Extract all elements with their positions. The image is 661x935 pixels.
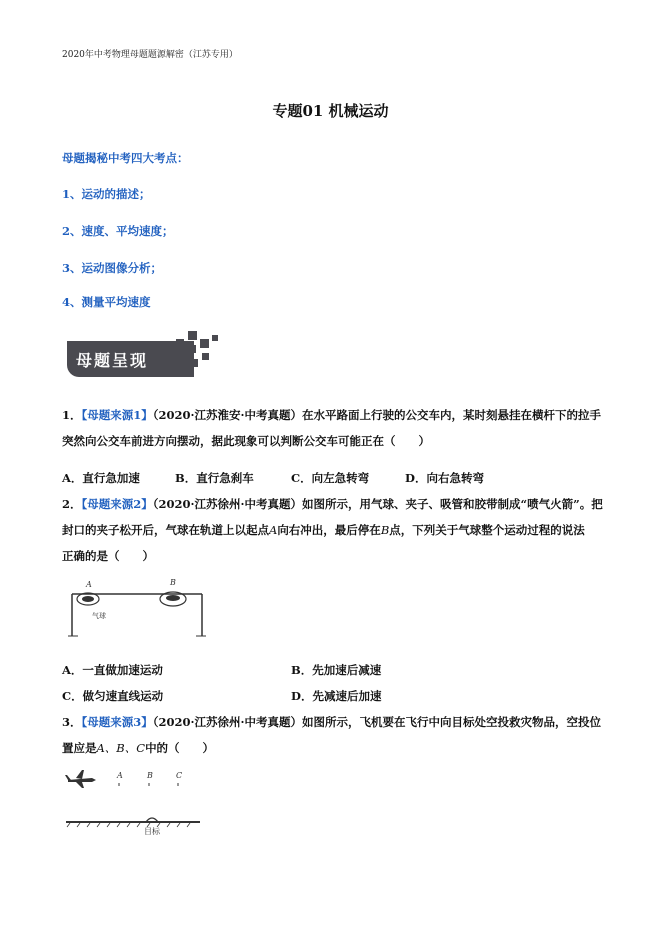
q2-option-b: B．先加速后减速 [291, 663, 382, 677]
q2-text-3: 正确的是（ ） [62, 549, 154, 563]
q3-vars: A、B、C [96, 741, 146, 755]
fig-label-b: B [170, 578, 176, 587]
banner-decoration-icon [174, 331, 222, 377]
fig-label-a: A [117, 771, 123, 780]
outline-point-3: 3、运动图像分析； [62, 261, 163, 275]
q1-number: 1． [62, 408, 82, 422]
q3-number: 3． [62, 715, 82, 729]
q1-option-c: C．向左急转弯 [291, 471, 370, 485]
q2-option-a: A．一直做加速运动 [62, 663, 163, 677]
balloon-rocket-figure [66, 574, 211, 640]
page-header: 2020年中考物理母题题源解密（江苏专用） [62, 50, 238, 60]
q2-text-2c: 点，下列关于气球整个运动过程的说法 [389, 523, 585, 537]
fig-label-target: 目标 [144, 827, 160, 836]
q3-line-1 [62, 714, 601, 730]
q1-option-a: A．直行急加速 [62, 471, 140, 485]
outline-point-4: 4、测量平均速度 [62, 295, 151, 309]
q2-text-2a: 封口的夹子松开后，气球在轨道上以起点 [62, 523, 269, 537]
q2-var-a: A [269, 523, 278, 537]
q3-line-2 [62, 740, 214, 756]
airplane-drop-figure [62, 766, 212, 838]
fig-label-b: B [147, 771, 153, 780]
q2-text-2b: 向右冲出，最后停在 [277, 523, 381, 537]
outline-point-1: 1、运动的描述； [62, 187, 151, 201]
page-title: 专题01 机械运动 [272, 102, 389, 120]
outline-heading: 母题揭秘中考四大考点： [62, 151, 189, 165]
q2-option-c: C．做匀速直线运动 [62, 689, 164, 703]
q2-text-1: （2020·江苏徐州·中考真题）如图所示，用气球、夹子、吸管和胶带制成“喷气火箭”。把 [152, 497, 603, 511]
q2-number: 2． [62, 497, 82, 511]
q1-option-b: B．直行急刹车 [175, 471, 254, 485]
fig-label-a: A [86, 580, 92, 589]
q2-source: 【母题来源2】 [81, 497, 153, 511]
q3-text-2b: 中的（ ） [145, 741, 215, 755]
q1-text-2: 突然向公交车前进方向摆动，据此现象可以判断公交车可能正在（ ） [62, 434, 430, 448]
q2-line-2 [62, 522, 585, 538]
q2-var-b: B [380, 523, 390, 537]
fig-label-balloon: 气球 [92, 612, 106, 620]
q1-text-1: （2020·江苏淮安·中考真题）在水平路面上行驶的公交车内，某时刻悬挂在横杆下的拉手 [152, 408, 602, 422]
q3-text-1: （2020·江苏徐州·中考真题）如图所示，飞机要在飞行中向目标处空投救灾物品，空投位 [152, 715, 602, 729]
section-banner-label: 母题呈现 [76, 351, 149, 370]
q3-source: 【母题来源3】 [81, 715, 153, 729]
q1-source: 【母题来源1】 [81, 408, 153, 422]
q1-line-1 [62, 407, 601, 423]
q2-line-1 [62, 496, 603, 512]
q1-option-d: D．向右急转弯 [405, 471, 484, 485]
outline-point-2: 2、速度、平均速度； [62, 224, 174, 238]
q2-option-d: D．先减速后加速 [291, 689, 382, 703]
airplane-icon [65, 770, 96, 788]
fig-label-c: C [176, 771, 183, 780]
q3-text-2a: 置应是 [62, 741, 97, 755]
